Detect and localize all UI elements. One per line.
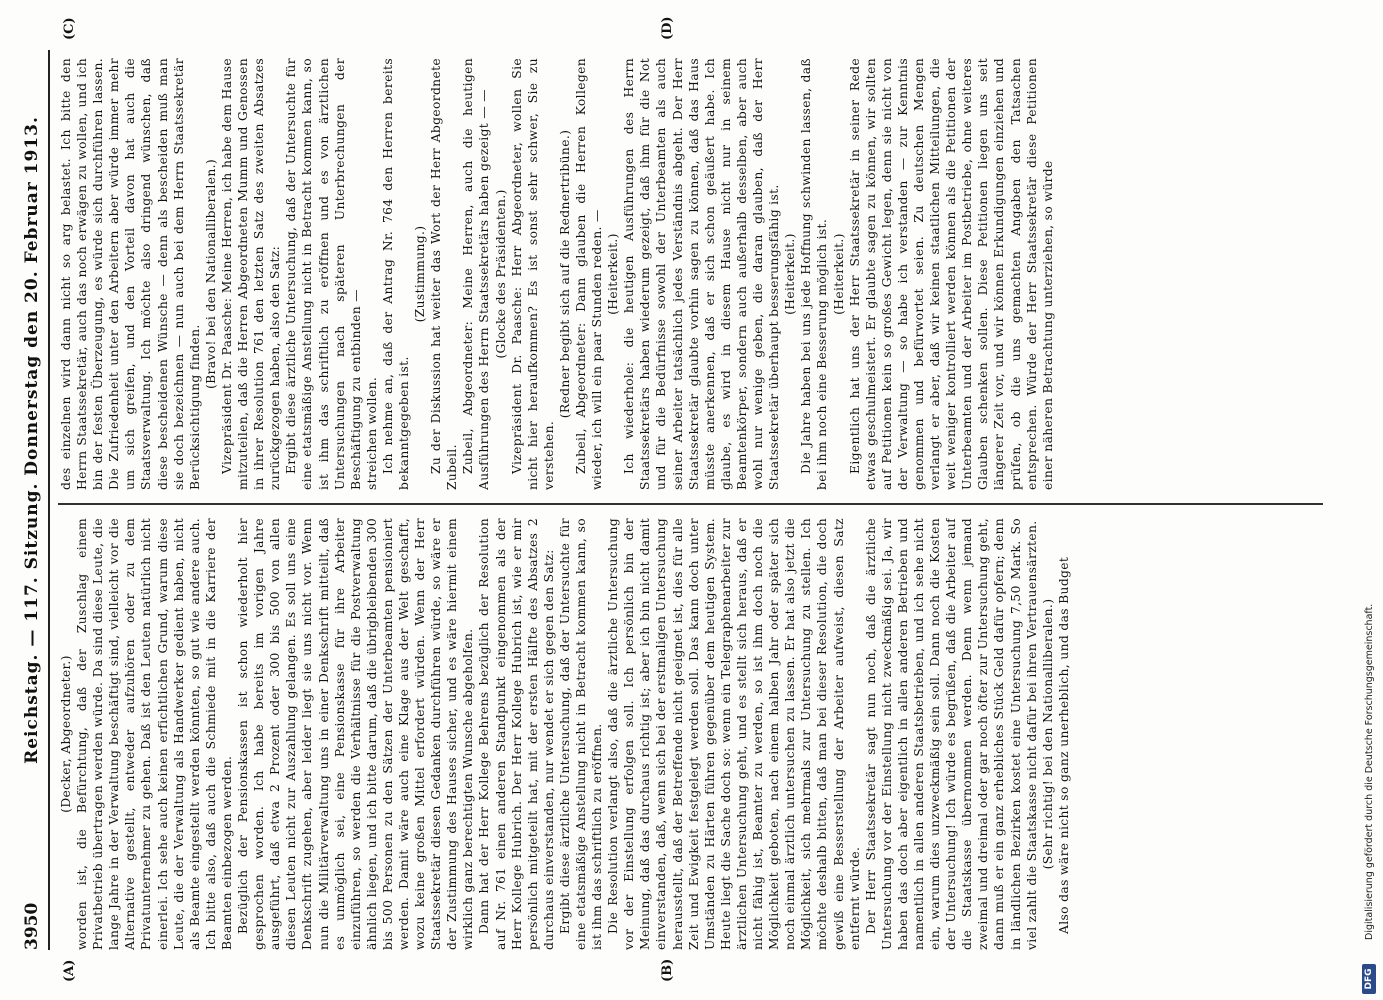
paragraph: Zubeil, Abgeordneter: Meine Herren, auch die heutigen Ausführungen des Herrn Staatssekretärs haben gezeigt — — xyxy=(461,58,492,490)
interjection: (Heiterkeit.) xyxy=(606,233,621,315)
paragraph: Vizepräsident Dr. Paasche: Herr Abgeordneter, wollen Sie nicht hier heraufkommen? Es ist sonst sehr schwer, Sie zu verstehen. xyxy=(509,58,556,490)
paragraph: Der Herr Staatssekretär sagt nun noch, daß die ärztliche Untersuchung vor der Einstellung nicht zweckmäßig sei. Ja, wir haben das doch aber eigentlich in allen anderen Betrieben und namentlich in allen anderen Staatsbetrieben, und ich sehe nicht ein, warum dies unzweckmäßig sein soll. Dann noch die Kosten der Untersuchung! Ich würde es begrüßen, daß die Arbeiter auf die Staatskasse übernommen werden. Denn wenn jemand zweimal und dreimal oder gar noch öfter zur Untersuchung geht, dann muß er ein ganz erhebliches Stück Geld dafür opfern; denn in ländlichen Bezirken kostet eine Untersuchung 7,50 Mark. So viel zahlt die Staatskasse nicht dafür bei ihren Vertrauensärzten. xyxy=(863,518,1039,950)
dfg-logo: DFG xyxy=(1362,964,1376,994)
page-header xyxy=(18,50,46,950)
interjection: (Heiterkeit.) xyxy=(831,233,846,315)
interjection: (Bravo! bei den Nationalliberalen.) xyxy=(203,158,218,390)
paragraph: Dann hat der Herr Kollege Behrens bezüglich der Resolution auf Nr. 761 einen anderen Standpunkt eingenommen als der Herr Kollege Hubrich. Der Herr Kollege Hubrich ist, wie er mir persönlich mitgeteilt hat, mit der ersten Hälfte des Absatzes 2 durchaus einverstanden, nur wendet er sich gegen den Satz: xyxy=(477,518,556,950)
paragraph: worden ist, die Befürchtung, daß der Zuschlag einem Privatbetrieb übertragen werden würde. Da sind diese Leute, die lange Jahre in der Verwaltung beschäftigt sind, vielleicht vor die Alternative gestellt, entweder aufzuhören oder zu dem Privatunternehmer zu gehen. Daß ist den Leuten natürlich nicht einerlei. Ich sehe auch keinen erfichtlichen Grund, warum diese Leute, die der Verwaltung als Handwerker gedient haben, nicht als Beamte eingestellt werden könnten, so gut wie andere auch. Ich bitte also, daß auch die Schmiede mit in die Karriere der Beamten einbezogen werden. xyxy=(75,518,234,950)
digitization-credit: Digitalisierung gefördert durch die Deutsche Forschungsgemeinschaft. xyxy=(1364,603,1375,940)
paragraph: Also das wäre nicht so ganz unerheblich, und das Budget xyxy=(1056,556,1071,934)
interjection: (Zustimmung.) xyxy=(413,225,428,323)
margin-mark-c: (C) xyxy=(62,17,77,40)
header-rule xyxy=(48,50,50,950)
quoted-paragraph: Ergibt diese ärztliche Untersuchung, daß der Untersuchte für eine etatsmäßige Anstellung nicht in Betracht kommen kann, so ist ihm das schriftlich zu eröffnen und es von ärztlichen Untersuchungen nach späteren Unterbrechungen der Beschäftigung zu entbinden — xyxy=(284,58,363,490)
paragraph: Ich nehme an, daß der Antrag Nr. 764 den Herren bereits bekanntgegeben ist. xyxy=(380,58,411,490)
paragraph: Vizepräsident Dr. Paasche: Meine Herren, ich habe dem Hause mitzuteilen, daß die Herren Abgeordneten Mumm und Genossen in ihrer Resolution 761 den letzten Satz des zweiten Absatzes zurückgezogen haben, also den Satz: xyxy=(219,58,283,490)
column-divider xyxy=(58,503,1323,505)
paragraph: Ich wiederhole: die heutigen Ausführungen des Herrn Staatssekretärs haben wiederum gezeigt, daß ihm für die Not und für die Bedürfnisse sowohl der Unterbeamten als auch seiner Arbeiter tatsächlich jedes Verständnis abgeht. Der Herr Staatssekretär glaubte vorhin sagen zu können, daß das Haus müsste anerkennen, daß er sich schon geäußert habe. Ich glaube, es wird in diesem Hause nicht nur in seinem Beamtenkörper, sondern auch außerhalb desselben, aber auch wohl nur wenige geben, die daran glauben, daß der Herr Staatssekretär überhaupt besserungsfähig ist. xyxy=(622,58,782,490)
left-column xyxy=(58,518,1343,950)
interjection: (Glocke des Präsidenten.) xyxy=(493,189,508,359)
paragraph: Die Jahre haben bei uns jede Hoffnung schwinden lassen, daß bei ihm noch eine Besserung möglich ist. xyxy=(799,58,830,490)
page-number: 3950 xyxy=(22,902,42,950)
margin-mark-b: (B) xyxy=(660,958,675,982)
paragraph: Zu der Diskussion hat weiter das Wort der Herr Abgeordnete Zubeil. xyxy=(429,58,460,490)
paragraph: Eigentlich hat uns der Herr Staatssekretär in seiner Rede etwas geschulmeistert. Er glaubte sagen zu können, wir sollten auf Petitionen kein so großes Gewicht legen, denn sie nicht von der Verwaltung — so habe ich verstanden — zur Kenntnis genommen und befürwortet seien. Zu deutschen Mengen verlangt er aber, daß wir keinen staatlichen Mitteilungen, die weit weniger kontrolliert werden können als die Petitionen der Unterbeamten und der Arbeiter im Postbetriebe, ohne weiteres Glauben schenken sollen. Diese Petitionen liegen uns seit längerer Zeit vor, und wir können Erkundigungen einziehen und prüfen, ob die uns gemachten Angaben den Tatsachen entsprechen. Würde der Herr Staatssekretär diese Petitionen einer näheren Betrachtung unterziehen, so würde xyxy=(847,58,1055,490)
paragraph: Die Resolution verlangt also, daß die ärztliche Untersuchung vor der Einstellung erfolgen soll. Ich persönlich bin der Meinung, daß das durchaus richtig ist; aber ich bin nicht damit einverstanden, daß, wenn sich bei der erstmaligen Untersuchung herausstellt, daß der Betreffende nicht geeignet ist, dies für alle Zeit und Ewigkeit festgelegt werden soll. Das kann doch unter Umständen zu Härten führen gegenüber dem heutigen System. Heute liegt die Sache doch so: wenn ein Telegraphenarbeiter zur ärztlichen Untersuchung geht, und es stellt sich heraus, daß er nicht fähig ist, Beamter zu werden, so ist ihm doch noch die Möglichkeit geboten, nach einem halben Jahr oder später sich noch einmal ärztlich untersuchen zu lassen. Er hat also jetzt die Möglichkeit, sich mehrmals zur Untersuchung zu stellen. Ich möchte deshalb bitten, daß man bei dieser Resolution, die doch gewiß eine Besserstellung der Arbeiter aufweist, diesen Satz entfernt würde. xyxy=(606,518,862,950)
paragraph: streichen wollen. xyxy=(364,376,379,490)
paragraph: Bezüglich der Pensionskassen ist schon wiederholt hier gesprochen worden. Ich habe bereits im vorigen Jahre ausgeführt, daß etwa 2 Prozent oder 300 bis 500 von allen diesen Leuten nicht zur Auszahlung gelangen. Es soll uns eine Denkschrift zugehen, aber leider liegt sie uns nicht vor. Wenn nun die Militärverwaltung uns in einer Denkschrift mitteilt, daß es unmöglich sei, eine Pensionskasse für ihre Arbeiter einzuführen, so werden die Verhältnisse für die Postverwaltung ähnlich liegen, und ich bitte darum, daß die übrigbleibenden 300 bis 500 Personen zu den Sätzen der Unterbeamten pensioniert werden. Damit wäre auch eine Klage aus der Welt geschafft, wozu keine großen Mittel erfordert würden. Wenn der Herr Staatssekretär diesen Gedanken durchführen würde, so wäre er der Zustimmung des Hauses sicher, und es wäre hiermit einem wirklich ganz berechtigten Wunsche abgeholfen. xyxy=(236,518,476,950)
margin-mark-d: (D) xyxy=(660,16,675,40)
speaker-tag: (Decker, Abgeordneter.) xyxy=(59,655,73,813)
right-column xyxy=(58,58,1343,490)
interjection: (Redner begibt sich auf die Rednertribüne.) xyxy=(557,129,572,419)
interjection: (Heiterkeit.) xyxy=(783,233,798,315)
paragraph: Zubeil, Abgeordneter: Dann glauben die Herren Kollegen wieder, ich will ein paar Stunden reden. — xyxy=(574,58,605,490)
interjection: (Sehr richtig! bei den Nationalliberalen.) xyxy=(1040,598,1055,870)
running-title: Reichstag. — 117. Sitzung. Donnerstag den 20. Februar 1913. xyxy=(22,116,42,764)
quoted-paragraph: Ergibt diese ärztliche Untersuchung, daß der Untersuchte für eine etatsmäßige Anstellung nicht in Betracht kommen kann, so ist ihm das schriftlich zu eröffnen. xyxy=(557,518,605,950)
paragraph: des einzelnen wird dann nicht so arg belastet. Ich bitte den Herrn Staatssekretär, auch das noch erwägen zu wollen, und ich bin der festen Überzeugung, es würde sich durchführen lassen. Die Zufriedenheit unter den Arbeitern aber würde immer mehr um sich greifen, und den Vorteil davon hat auch die Staatsverwaltung. Ich möchte also dringend wünschen, daß diese bescheidenen Wünsche — denn als bescheiden muß man sie doch bezeichnen — nun auch bei dem Herrn Staatssekretär Berücksichtigung finden. xyxy=(59,58,202,490)
margin-mark-a: (A) xyxy=(62,959,77,982)
